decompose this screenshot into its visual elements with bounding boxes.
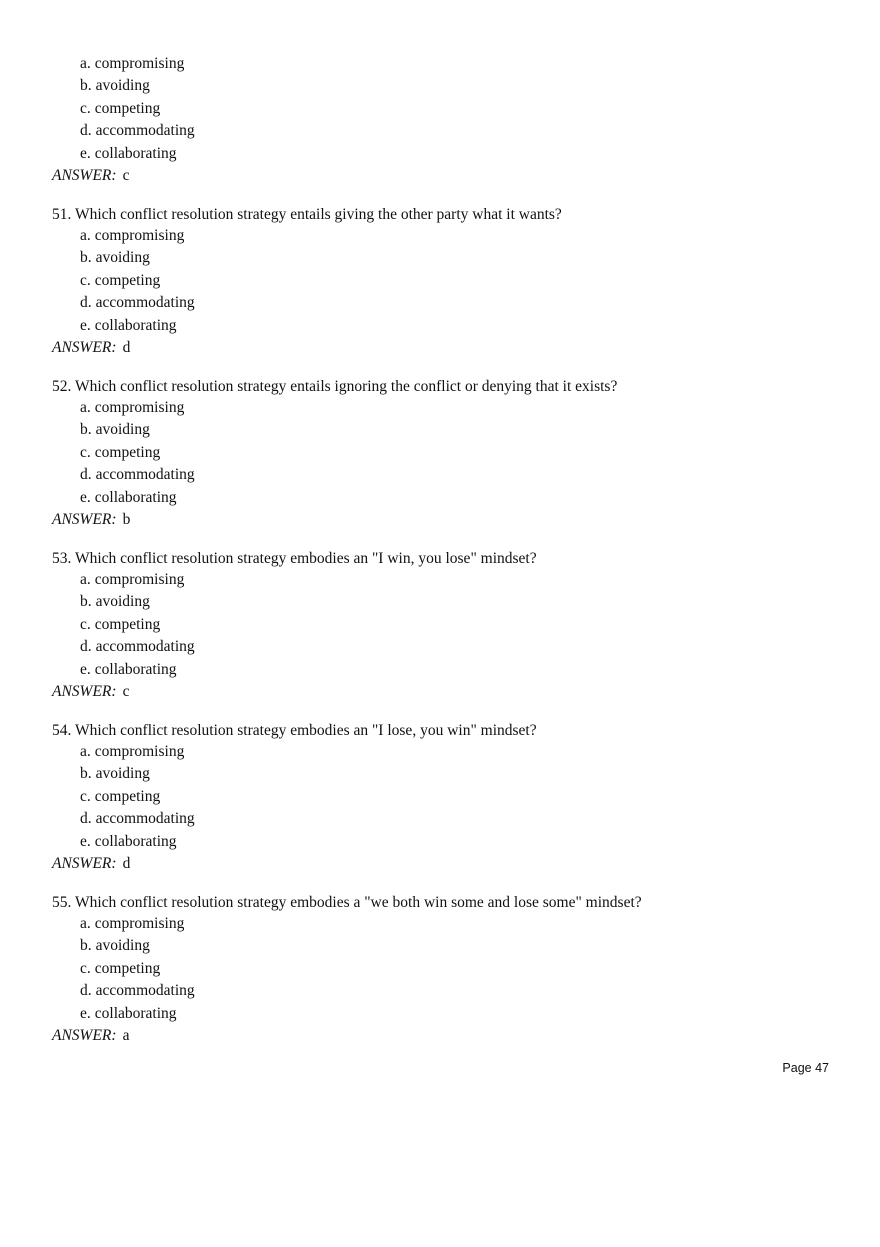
answer-line: [52, 853, 537, 875]
option-b: [80, 763, 537, 785]
option-letter: d.: [80, 810, 92, 828]
option-a: [80, 913, 642, 935]
option-text: compromising: [94, 227, 185, 244]
answer-label: ANSWER:: [52, 854, 117, 872]
option-letter: a.: [80, 571, 91, 588]
option-list: [52, 53, 195, 165]
option-c: [80, 614, 537, 636]
option-text: competing: [94, 443, 161, 461]
option-letter: d.: [80, 982, 92, 1000]
option-b: [80, 591, 537, 613]
option-text: competing: [94, 271, 161, 289]
option-text: avoiding: [95, 593, 150, 611]
question-prompt: Which conflict resolution strategy embodies an "I lose, you win" mindset?: [74, 722, 537, 739]
option-e: [80, 143, 195, 165]
option-letter: a.: [80, 55, 91, 72]
option-list: [52, 225, 562, 337]
option-e: [80, 831, 537, 853]
option-text: compromising: [94, 55, 185, 72]
option-letter: a.: [80, 915, 91, 932]
option-list: [52, 569, 537, 681]
option-a: [80, 53, 195, 75]
option-c: [80, 98, 195, 120]
question-51: [52, 205, 562, 359]
option-text: competing: [94, 787, 161, 805]
option-letter: d.: [80, 466, 92, 484]
question-52: [52, 377, 617, 531]
option-d: [80, 292, 562, 314]
option-text: accommodating: [95, 466, 195, 484]
option-text: collaborating: [94, 488, 177, 506]
option-text: compromising: [94, 915, 185, 932]
answer-value: c: [122, 166, 130, 184]
answer-label: ANSWER:: [52, 338, 117, 356]
question-prompt: Which conflict resolution strategy entails giving the other party what it wants?: [74, 206, 562, 223]
option-text: competing: [94, 99, 161, 117]
question-number: 54.: [52, 722, 72, 739]
option-d: [80, 120, 195, 142]
question-number: 52.: [52, 378, 72, 395]
answer-value: a: [122, 1026, 130, 1044]
option-letter: c.: [80, 99, 91, 117]
option-d: [80, 464, 617, 486]
option-text: accommodating: [95, 294, 195, 312]
option-text: collaborating: [94, 144, 177, 162]
question-prompt: Which conflict resolution strategy entails ignoring the conflict or denying that it exists?: [74, 378, 618, 395]
option-e: [80, 487, 617, 509]
option-text: compromising: [94, 571, 185, 588]
option-letter: c.: [80, 271, 91, 289]
option-letter: b.: [80, 937, 92, 955]
option-letter: e.: [80, 832, 91, 850]
question-50-continued: [52, 53, 195, 187]
answer-line: [52, 337, 562, 359]
option-text: collaborating: [94, 1004, 177, 1022]
question-number: 51.: [52, 206, 72, 223]
question-text: [52, 721, 537, 741]
question-text: [52, 377, 617, 397]
option-letter: a.: [80, 399, 91, 416]
option-letter: b.: [80, 593, 92, 611]
option-c: [80, 786, 537, 808]
answer-label: ANSWER:: [52, 510, 117, 528]
option-d: [80, 808, 537, 830]
option-text: collaborating: [94, 660, 177, 678]
option-letter: c.: [80, 787, 91, 805]
option-letter: c.: [80, 443, 91, 461]
option-text: accommodating: [95, 122, 195, 140]
option-b: [80, 75, 195, 97]
option-text: avoiding: [95, 421, 150, 439]
option-b: [80, 419, 617, 441]
option-e: [80, 659, 537, 681]
option-list: [52, 741, 537, 853]
question-text: [52, 549, 537, 569]
question-prompt: Which conflict resolution strategy embodies an "I win, you lose" mindset?: [74, 550, 537, 567]
option-letter: d.: [80, 122, 92, 140]
option-text: accommodating: [95, 638, 195, 656]
question-prompt: Which conflict resolution strategy embodies a "we both win some and lose some" mindset?: [74, 894, 642, 911]
option-letter: c.: [80, 615, 91, 633]
option-c: [80, 270, 562, 292]
option-text: collaborating: [94, 832, 177, 850]
option-c: [80, 442, 617, 464]
option-b: [80, 935, 642, 957]
answer-label: ANSWER:: [52, 1026, 117, 1044]
option-letter: e.: [80, 316, 91, 334]
option-b: [80, 247, 562, 269]
option-letter: b.: [80, 421, 92, 439]
answer-label: ANSWER:: [52, 682, 117, 700]
option-text: compromising: [94, 399, 185, 416]
option-letter: b.: [80, 765, 92, 783]
option-text: avoiding: [95, 249, 150, 267]
option-a: [80, 397, 617, 419]
option-e: [80, 315, 562, 337]
option-letter: c.: [80, 959, 91, 977]
option-e: [80, 1003, 642, 1025]
option-letter: e.: [80, 144, 91, 162]
option-letter: b.: [80, 249, 92, 267]
option-text: collaborating: [94, 316, 177, 334]
question-number: 55.: [52, 894, 72, 911]
question-55: [52, 893, 642, 1047]
question-54: [52, 721, 537, 875]
answer-label: ANSWER:: [52, 166, 117, 184]
answer-value: d: [122, 338, 131, 356]
option-c: [80, 958, 642, 980]
answer-line: [52, 681, 537, 703]
option-text: avoiding: [95, 77, 150, 95]
option-letter: b.: [80, 77, 92, 95]
option-letter: e.: [80, 660, 91, 678]
option-a: [80, 741, 537, 763]
option-a: [80, 225, 562, 247]
answer-value: b: [122, 510, 131, 528]
option-letter: a.: [80, 743, 91, 760]
answer-line: [52, 1025, 642, 1047]
option-text: avoiding: [95, 937, 150, 955]
option-text: avoiding: [95, 765, 150, 783]
question-text: [52, 205, 562, 225]
option-letter: d.: [80, 638, 92, 656]
option-text: competing: [94, 959, 161, 977]
option-letter: a.: [80, 227, 91, 244]
option-text: accommodating: [95, 810, 195, 828]
page-number: Page 47: [782, 1061, 829, 1075]
answer-line: [52, 509, 617, 531]
option-letter: e.: [80, 488, 91, 506]
option-d: [80, 980, 642, 1002]
answer-value: c: [122, 682, 130, 700]
question-53: [52, 549, 537, 703]
option-list: [52, 397, 617, 509]
question-number: 53.: [52, 550, 72, 567]
answer-line: [52, 165, 195, 187]
option-text: accommodating: [95, 982, 195, 1000]
question-text: [52, 893, 642, 913]
option-a: [80, 569, 537, 591]
option-letter: d.: [80, 294, 92, 312]
option-list: [52, 913, 642, 1025]
option-letter: e.: [80, 1004, 91, 1022]
option-d: [80, 636, 537, 658]
answer-value: d: [122, 854, 131, 872]
option-text: competing: [94, 615, 161, 633]
option-text: compromising: [94, 743, 185, 760]
